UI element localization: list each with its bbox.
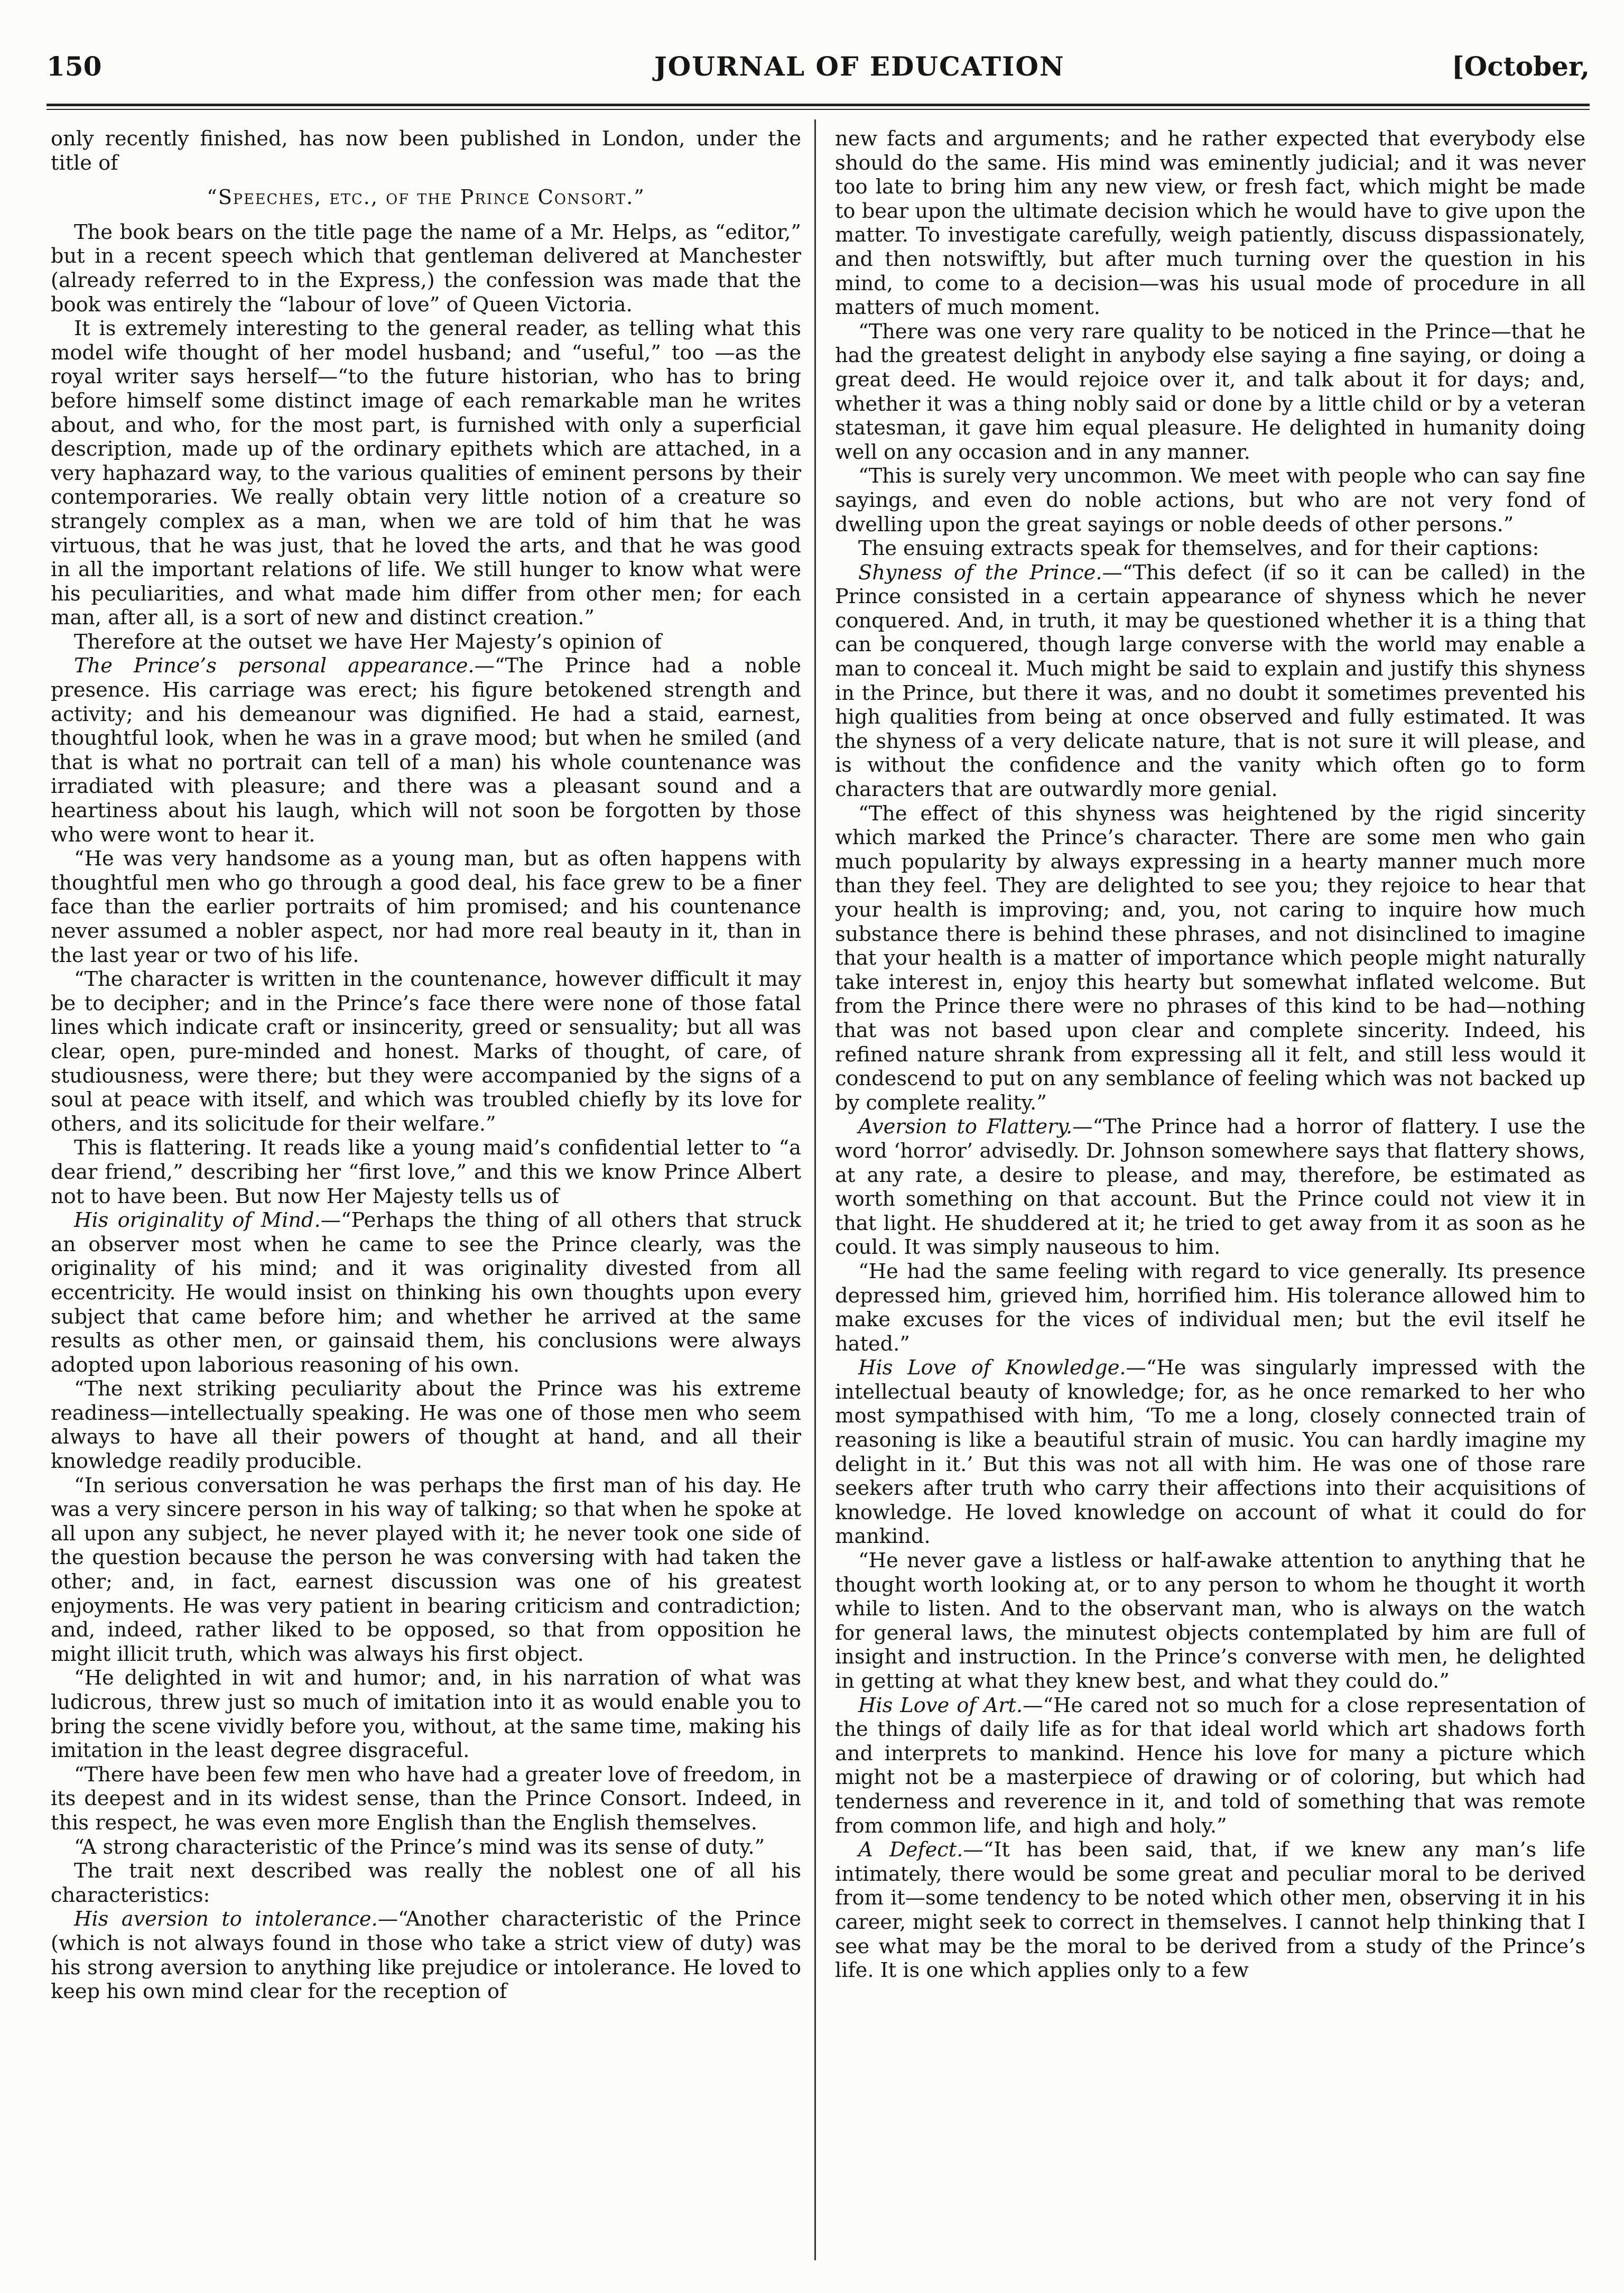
paragraph: “The character is written in the countenance, however difficult it may be to decipher; and in the Prince’s face there were none of those fatal lines which indicate craft or insincerity, greed or sensuality; but all was clear, open, pure-minded and honest. Marks of thought, of care, of studiousness, were there; but they were accompanied by the signs of a soul at peace with itself, and which was troubled chiefly by its love for others, and its solicitude for their welfare.”	[51, 967, 801, 1136]
section-caption: His originality of Mind.	[74, 1208, 321, 1233]
paragraph-text: —“It has been said, that, if we knew any man’s life intimately, there would be some great and peculiar moral to be derived from it—some tendency to be noted which other men, observing it in his career, might seek to correct in themselves. I cannot help thinking that I see what may be the moral to be derived from a study of the Prince’s life. It is one which applies only to a few	[835, 1838, 1585, 1983]
issue-month: [October,	[1452, 51, 1590, 82]
paragraph: The trait next described was really the noblest one of all his characteristics:	[51, 1859, 801, 1907]
section-caption: His Love of Knowledge.	[858, 1356, 1126, 1380]
page-number: 150	[47, 51, 102, 82]
paragraph: “A strong characteristic of the Prince’s mind was its sense of duty.”	[74, 1835, 765, 1859]
paragraph: “He had the same feeling with regard to vice generally. Its presence depressed him, grieved him, horrified him. His tolerance allowed him to make excuses for the vices of individual men; but the evil itself he hated.”	[835, 1259, 1585, 1356]
right-column	[835, 127, 1585, 2262]
paragraph-text: —“The Prince had a noble presence. His carriage was erect; his figure betokened strength and activity; and his demeanour was dignified. He had a staid, earnest, thoughtful look, when he was in a grave mood; but when he smiled (and that is what no portrait can tell of a man) his whole countenance was irradiated with pleasure; and there was a pleasant sound and a heartiness about his laugh, which will not soon be forgotten by those who were wont to hear it.	[51, 654, 801, 847]
paragraph	[51, 654, 801, 847]
paragraph: The book bears on the title page the name of a Mr. Helps, as “editor,” but in a recent speech which that gentleman delivered at Manchester (already referred to in the Express,) the confession was made that the book was entirely the “labour of love” of Queen Victoria.	[51, 220, 801, 317]
paragraph	[51, 1208, 801, 1377]
left-column	[51, 127, 801, 2262]
paragraph: This is flattering. It reads like a young maid’s confidential letter to “a dear friend,” describing her “first love,” and this we know Prince Albert not to have been. But now Her Majesty tells us of	[51, 1136, 801, 1208]
section-caption: Aversion to Flattery.	[858, 1115, 1073, 1139]
paragraph-text: —“He was singularly impressed with the intellectual beauty of knowledge; for, as he once remarked to her who most sympathised with him, ‘To me a long, closely connected train of reasoning is like a beautiful strain of music. You can hardly imagine my delight in it.’ But this was not all with him. He was one of those rare seekers after truth who carry their affections into their acquisitions of knowledge. He loved knowledge on account of what it could do for mankind.	[835, 1356, 1585, 1549]
paragraph: “He delighted in wit and humor; and, in his narration of what was ludicrous, threw just so much of imitation into it as would enable you to bring the scene vividly before you, without, at the same time, making his imitation in the least degree disgraceful.	[51, 1666, 801, 1763]
paragraph: Therefore at the outset we have Her Majesty’s opinion of	[74, 630, 662, 654]
paragraph	[835, 1115, 1585, 1260]
paragraph	[51, 1907, 801, 2003]
column-divider	[814, 119, 816, 2260]
section-caption: The Prince’s personal appearance.	[74, 654, 475, 678]
paragraph: “He was very handsome as a young man, but as often happens with thoughtful men who go through a good deal, his face grew to be a finer face than the earlier portraits of him promised; and his countenance never assumed a nobler aspect, nor had more real beauty in it, than in the last year or two of his life.	[51, 847, 801, 967]
paragraph: “The effect of this shyness was heightened by the rigid sincerity which marked the Prince’s character. There are some men who gain much popularity by always expressing in a hearty manner much more than they feel. They are delighted to see you; they rejoice to hear that your health is improving; and, you, not caring to inquire how much substance there is behind these phrases, and not disinclined to imagine that your health is a matter of importance which people might naturally take interest in, enjoy this hearty but somewhat inflated welcome. But from the Prince there were no phrases of this kind to be had—nothing that was not based upon clear and complete sincerity. Indeed, his refined nature shrank from expressing all it felt, and still less would it condescend to put on any semblance of feeling which was not backed up by complete reality.”	[835, 801, 1585, 1115]
paragraph: new facts and arguments; and he rather expected that everybody else should do the same. His mind was eminently judicial; and it was never too late to bring him any new view, or fresh fact, which might be made to bear upon the ultimate decision which he would have to give upon the matter. To investigate carefully, weigh patiently, discuss dispassionately, and then notswiftly, but after much turning over the question in his mind, to come to a decision—was his usual mode of procedure in all matters of much moment.	[835, 127, 1585, 320]
paragraph-text: —“The Prince had a horror of flattery. I use the word ‘horror’ advisedly. Dr. Johnson somewhere says that flattery shows, at any rate, a desire to please, and may, therefore, be estimated as worth something on that account. But the Prince could not view it in that light. He shuddered at it; he tried to get away from it as soon as he could. It was simply nauseous to him.	[835, 1115, 1585, 1260]
section-caption: His Love of Art.	[858, 1693, 1023, 1717]
paragraph	[835, 561, 1585, 802]
paragraph: “He never gave a listless or half-awake attention to anything that he thought worth looking at, or to any person to whom he thought it worth while to listen. And to the observant man, who is always on the watch for general laws, the minutest objects contemplated by him are full of insight and instruction. In the Prince’s converse with men, he delighted in getting at what they knew best, and what they could do.”	[835, 1549, 1585, 1693]
book-title-heading: “Speeches, etc., of the Prince Consort.”	[207, 186, 645, 210]
paragraph: The ensuing extracts speak for themselves, and for their captions:	[858, 537, 1539, 561]
paragraph: only recently finished, has now been published in London, under the title of	[51, 127, 801, 175]
paragraph: “In serious conversation he was perhaps the first man of his day. He was a very sincere person in his way of talking; so that when he spoke at all upon any subject, he never played with it; he never took one side of the question because the person he was conversing with had taken the other; and, in fact, earnest discussion was one of his greatest enjoyments. He was very patient in bearing criticism and contradiction; and, indeed, rather liked to be opposed, so that from opposition he might illicit truth, which was always his first object.	[51, 1473, 801, 1666]
header-rule-thick	[47, 104, 1590, 106]
paragraph: “This is surely very uncommon. We meet with people who can say fine sayings, and even do noble actions, but who are not very fond of dwelling upon the great sayings or noble deeds of other persons.”	[835, 464, 1585, 537]
paragraph-text: —“He cared not so much for a close representation of the things of daily life as for that ideal world which art shadows forth and interprets to mankind. Hence his love for many a picture which might not be a masterpiece of drawing or of coloring, but which had tenderness and reverence in it, and told of something that was remote from common life, and high and holy.”	[835, 1693, 1585, 1838]
section-caption: His aversion to intolerance.	[74, 1907, 378, 1931]
paragraph	[835, 1694, 1585, 1838]
paragraph: “There was one very rare quality to be noticed in the Prince—that he had the greatest delight in anybody else saying a fine saying, or doing a great deed. He would rejoice over it, and talk about it for days; and, whether it was a thing nobly said or done by a little child or by a veteran statesman, it gave him equal pleasure. He delighted in humanity doing well on any occasion and in any manner.	[835, 319, 1585, 464]
page-header	[47, 51, 1590, 93]
section-caption: A Defect.	[858, 1838, 963, 1862]
paragraph	[835, 1838, 1585, 1983]
paragraph-text: —“Perhaps the thing of all others that struck an observer most when he came to see the Prince clearly, was the originality of his mind; and it was originality divested from all eccentricity. He would insist on thinking his own thoughts upon every subject that came before him; and whether he arrived at the same results as other men, or gainsaid them, his conclusions were always adopted upon laborious reasoning of his own.	[51, 1208, 801, 1377]
paragraph: “The next striking peculiarity about the Prince was his extreme readiness—intellectually speaking. He was one of those men who seem always to have all their powers of thought at hand, and all their knowledge readily producible.	[51, 1377, 801, 1474]
section-caption: Shyness of the Prince.	[858, 560, 1102, 585]
paragraph	[835, 1356, 1585, 1549]
paragraph: It is extremely interesting to the general reader, as telling what this model wife thought of her model husband; and “useful,” too —as the royal writer says herself—“to the future historian, who has to bring before himself some distinct image of each remarkable man he writes about, and who, for the most part, is furnished with only a superficial description, made up of the ordinary epithets which are attached, in a very haphazard way, to the various qualities of eminent persons by their contemporaries. We really obtain very little notion of a creature so strangely complex as a man, when we are told of him that he was virtuous, that he was just, that he loved the arts, and that he was good in all the important relations of life. We still hunger to know what were his peculiarities, and what made him differ from other men; for each man, after all, is a sort of new and distinct creation.”	[51, 317, 801, 630]
paragraph-text: —“Another characteristic of the Prince (which is not always found in those who take a strict view of duty) was his strong aversion to anything like prejudice or intolerance. He loved to keep his own mind clear for the reception of	[51, 1907, 801, 2004]
header-rule-thin	[47, 109, 1590, 110]
journal-title: JOURNAL OF EDUCATION	[654, 51, 1065, 82]
paragraph: “There have been few men who have had a greater love of freedom, in its deepest and in its widest sense, than the Prince Consort. Indeed, in this respect, he was even more English than the English themselves.	[51, 1762, 801, 1835]
paragraph-text: —“This defect (if so it can be called) in the Prince consisted in a certain appearance of shyness which he never conquered. And, in truth, it may be questioned whether it is a thing that can be conquered, though large converse with the world may enable a man to conceal it. Much might be said to explain and justify this shyness in the Prince, but there it was, and no doubt it sometimes prevented his high qualities from being at once observed and fully estimated. It was the shyness of a very delicate nature, that is not sure it will please, and is without the confidence and the vanity which often go to form characters that are outwardly more genial.	[835, 560, 1585, 802]
